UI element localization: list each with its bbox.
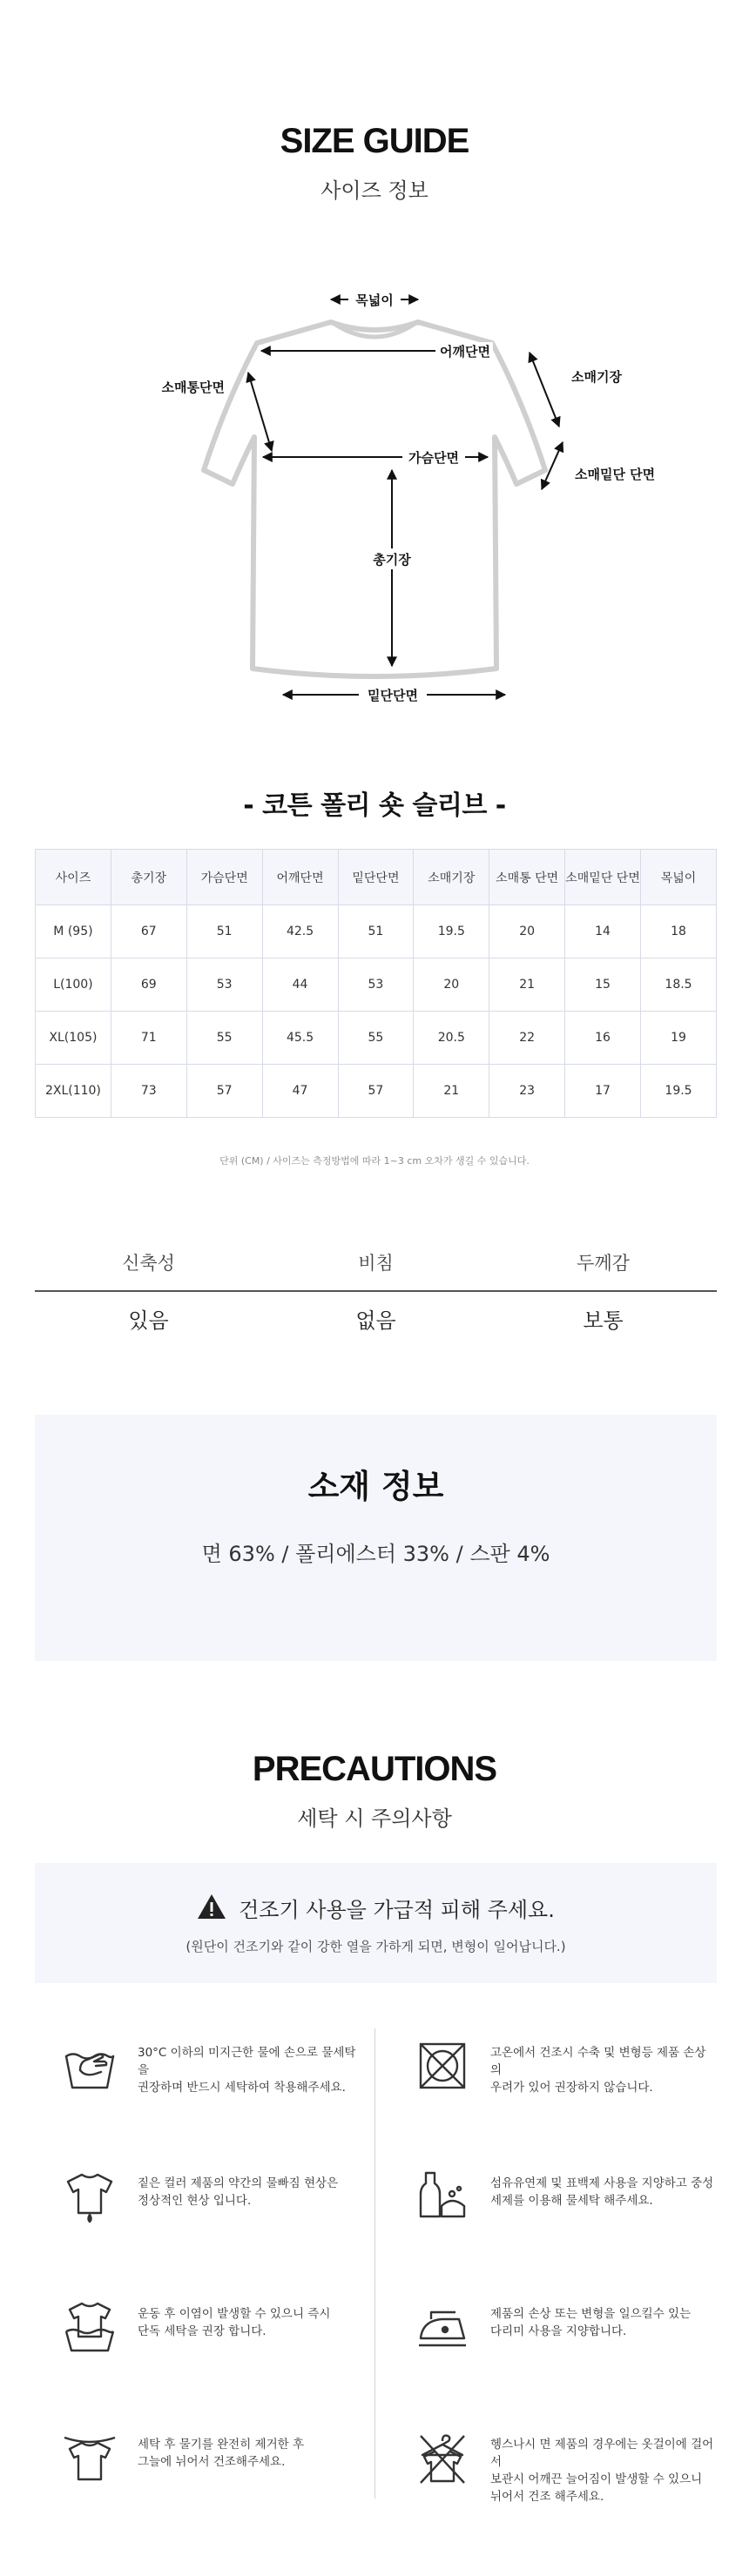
table-cell: 22 [489,1012,565,1065]
table-cell: 19 [641,1012,717,1065]
table-header: 소매통 단면 [489,850,565,905]
hand-wash-icon [61,2037,118,2095]
table-cell: 20 [414,958,489,1012]
warning-subtext: (원단이 건조기와 같이 강한 열을 가하게 되면, 변형이 일어납니다.) [186,1939,566,1954]
dryer-warning-box [35,1863,717,1983]
label-sleeve-width: 소매통단면 [161,380,225,395]
table-cell: L(100) [36,958,111,1012]
table-header: 목넓이 [641,850,717,905]
table-cell: 51 [186,905,262,958]
label-sleeve-length: 소매기장 [571,369,622,385]
warning-text: 건조기 사용을 가급적 피해 주세요. [239,1898,555,1922]
table-header: 총기장 [111,850,186,905]
no-tumble-dry-icon [414,2037,471,2095]
size-guide-title: SIZE GUIDE [280,122,469,160]
material-box [35,1415,717,1661]
size-table [35,849,717,1118]
care-text: 섬유유연제 및 표백제 사용을 지양하고 중성 세제를 이용해 물세탁 해주세요. [490,2176,714,2208]
care-item [35,2290,366,2368]
label-length: 총기장 [373,552,411,568]
table-cell: 16 [565,1012,641,1065]
table-cell: 15 [565,958,641,1012]
table-cell: 18.5 [641,958,717,1012]
product-title: - 코튼 폴리 숏 슬리브 - [243,790,506,821]
table-header: 소매밑단 단면 [565,850,641,905]
attribute-header-sheer: 비침 [358,1253,394,1274]
table-cell: 42.5 [262,905,338,958]
table-cell: 19.5 [414,905,489,958]
table-row [36,1065,717,1118]
table-cell: 55 [186,1012,262,1065]
table-header: 가슴단면 [186,850,262,905]
care-text: 30°C 이하의 미지근한 물에 손으로 물세탁을 권장하며 반드시 세탁하여 착용해주세요. [138,2046,356,2095]
table-cell: M (95) [36,905,111,958]
care-text: 짙은 컬러 제품의 약간의 물빠짐 현상은 정상적인 현상 입니다. [138,2176,339,2208]
table-row [36,905,717,958]
table-cell: 23 [489,1065,565,1118]
attribute-headers [35,1236,717,1290]
table-cell: 71 [111,1012,186,1065]
care-item [35,2420,366,2499]
label-shoulder: 어깨단면 [440,344,490,360]
attribute-header-thickness: 두께감 [577,1253,630,1274]
tshirt-outline [204,322,545,676]
table-cell: 55 [338,1012,414,1065]
tshirt-measure-diagram [0,252,749,705]
size-guide-subtitle: 사이즈 정보 [321,178,428,203]
size-guide-header [0,122,749,204]
label-chest: 가슴단면 [408,450,459,466]
attribute-value-stretch: 있음 [128,1308,169,1333]
table-cell: 45.5 [262,1012,338,1065]
care-item [388,2159,719,2237]
fabric-attributes [35,1236,717,1349]
attribute-value-sheer: 없음 [355,1308,396,1333]
table-cell: 20 [489,905,565,958]
low-iron-icon [414,2298,471,2356]
attribute-value-thickness: 보통 [583,1308,624,1333]
care-item [35,2028,366,2107]
precautions-header [0,1750,749,1832]
iron-detergent-icon [414,2168,471,2225]
table-cell: 2XL(110) [36,1065,111,1118]
warning-line [35,1893,717,1923]
label-hem: 밑단단면 [368,688,418,703]
table-cell: XL(105) [36,1012,111,1065]
table-cell: 21 [414,1065,489,1118]
table-cell: 20.5 [414,1012,489,1065]
table-cell: 69 [111,958,186,1012]
precautions-subtitle: 세탁 시 주의사항 [297,1806,452,1831]
no-hang-dry-icon [414,2429,471,2486]
line-dry-icon [61,2429,118,2486]
care-instructions [35,2028,717,2504]
table-cell: 53 [186,958,262,1012]
table-header: 밑단단면 [338,850,414,905]
care-item [388,2290,719,2368]
table-cell: 57 [338,1065,414,1118]
table-note: 단위 (CM) / 사이즈는 측정방법에 따라 1~3 cm 오차가 생길 수 있습니다. [219,1155,530,1167]
table-cell: 67 [111,905,186,958]
care-text: 운동 후 이염이 발생할 수 있으니 즉시 단독 세탁을 권장 합니다. [138,2307,331,2338]
sleeve-length-arrow [530,353,559,427]
label-sleeve-hem: 소매밑단 단면 [575,467,656,482]
table-header: 어깨단면 [262,850,338,905]
table-cell: 47 [262,1065,338,1118]
table-cell: 51 [338,905,414,958]
table-row [36,958,717,1012]
care-text: 세탁 후 물기를 완전히 제거한 후 그늘에 뉘어서 건조해주세요. [138,2438,304,2469]
care-item [388,2420,719,2504]
precautions-title: PRECAUTIONS [252,1750,497,1788]
table-cell: 57 [186,1065,262,1118]
table-cell: 44 [262,958,338,1012]
separate-wash-icon [61,2298,118,2356]
care-text: 고온에서 건조시 수축 및 변형등 제품 손상의 우려가 있어 권장하지 않습니다. [490,2046,706,2095]
table-cell: 18 [641,905,717,958]
care-text: 헹스나시 면 제품의 경우에는 옷걸이에 걸어서 보관시 어깨끈 늘어짐이 발생할 수 있으니 뉘어서 건조 해주세요. [490,2438,714,2504]
table-cell: 19.5 [641,1065,717,1118]
label-neck: 목넓이 [355,293,394,308]
table-cell: 53 [338,958,414,1012]
tshirt-color-bleed-icon [61,2168,118,2225]
care-text: 제품의 손상 또는 변형을 일으킬수 있는 다리미 사용을 지양합니다. [490,2307,692,2338]
table-cell: 73 [111,1065,186,1118]
care-item [35,2159,366,2237]
table-header-row [36,850,717,905]
table-header: 사이즈 [36,850,111,905]
care-item [388,2028,719,2107]
size-diagram [0,252,749,705]
care-divider [374,2028,375,2499]
table-cell: 14 [565,905,641,958]
table-cell: 21 [489,958,565,1012]
material-title: 소재 정보 [307,1468,444,1505]
material-composition: 면 63% / 폴리에스터 33% / 스판 4% [201,1542,550,1566]
warning-icon [197,1893,226,1923]
attribute-values [35,1292,717,1349]
table-header: 소매기장 [414,850,489,905]
attribute-header-stretch: 신축성 [122,1253,175,1274]
table-row [36,1012,717,1065]
table-cell: 17 [565,1065,641,1118]
